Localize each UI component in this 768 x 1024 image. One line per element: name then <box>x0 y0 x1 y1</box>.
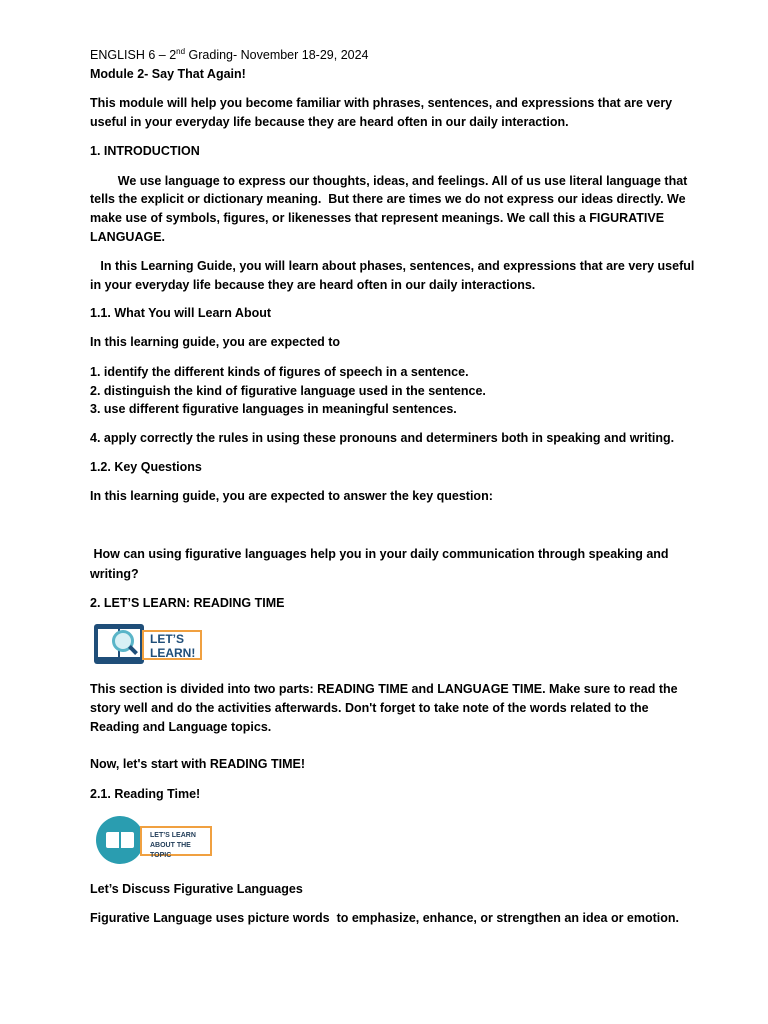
lets-learn-label <box>142 630 202 660</box>
section-heading-lets-learn: 2. LET’S LEARN: READING TIME <box>90 596 285 610</box>
course-dates: Grading- November 18-29, 2024 <box>185 48 369 62</box>
objective-4: 4. apply correctly the rules in using these pronouns and determiners both in speaking and writing. <box>90 431 675 445</box>
intro-line-2: useful in your everyday life because they are heard often in our daily interaction. <box>90 115 569 129</box>
intro-body-line-3: make use of symbols, figures, or likenesses that represent meanings. We call this a FIGURATIVE <box>90 211 665 225</box>
course-title: ENGLISH 6 – 2 <box>90 48 177 62</box>
objective-3: 3. use different figurative languages in meaningful sentences. <box>90 402 457 416</box>
objective-1: 1. identify the different kinds of figures of speech in a sentence. <box>90 365 469 379</box>
key-question-intro: In this learning guide, you are expected to answer the key question: <box>90 489 493 503</box>
objective-2: 2. distinguish the kind of figurative language used in the sentence. <box>90 384 486 398</box>
lets-learn-badge <box>94 624 208 666</box>
badge-line-2: LEARN! <box>150 646 196 660</box>
intro-body-line-2: tells the explicit or dictionary meaning. But there are times we do not express our ideas directly. We <box>90 192 686 206</box>
discuss-heading: Let’s Discuss Figurative Languages <box>90 882 303 896</box>
section-desc-line-3: Reading and Language topics. <box>90 720 272 734</box>
course-ordinal-suffix: nd <box>176 46 186 56</box>
subheading-what-you-will-learn: 1.1. What You will Learn About <box>90 306 272 320</box>
subheading-reading-time: 2.1. Reading Time! <box>90 787 201 801</box>
key-question-line-2: writing? <box>90 567 139 581</box>
badge-line-1: LET’S <box>150 632 185 646</box>
lets-learn-topic-badge <box>96 816 216 866</box>
open-book-icon <box>96 816 144 864</box>
module-title: Module 2- Say That Again! <box>90 67 246 81</box>
section-desc-line-2: story well and do the activities afterwards. Don't forget to take note of the words related to the <box>90 701 649 715</box>
topic-badge-label <box>140 826 212 859</box>
section-heading-introduction: 1. INTRODUCTION <box>90 144 200 158</box>
section-desc-line-1: This section is divided into two parts: READING TIME and LANGUAGE TIME. Make sure to read the <box>90 682 678 696</box>
intro-line-1: This module will help you become familiar with phrases, sentences, and expressions that are very <box>90 96 673 110</box>
topic-badge-line-1: LET’S LEARN <box>150 832 196 839</box>
key-question-line-1: How can using figurative languages help you in your daily communication through speaking and <box>90 547 669 561</box>
intro-body-line-1: We use language to express our thoughts, ideas, and feelings. All of us use literal language that <box>90 174 688 188</box>
expected-intro: In this learning guide, you are expected to <box>90 335 341 349</box>
start-reading-line: Now, let's start with READING TIME! <box>90 757 306 771</box>
topic-badge-line-2: ABOUT THE TOPIC <box>150 842 191 859</box>
definition-line: Figurative Language uses picture words to emphasize, enhance, or strengthen an idea or emotion. <box>90 911 680 925</box>
course-header <box>90 46 369 65</box>
guide-line-1: In this Learning Guide, you will learn about phases, sentences, and expressions that are very useful <box>90 259 695 273</box>
guide-line-2: in your everyday life because they are heard often in our daily interactions. <box>90 278 536 292</box>
intro-body-line-4: LANGUAGE. <box>90 230 165 244</box>
subheading-key-questions: 1.2. Key Questions <box>90 460 202 474</box>
